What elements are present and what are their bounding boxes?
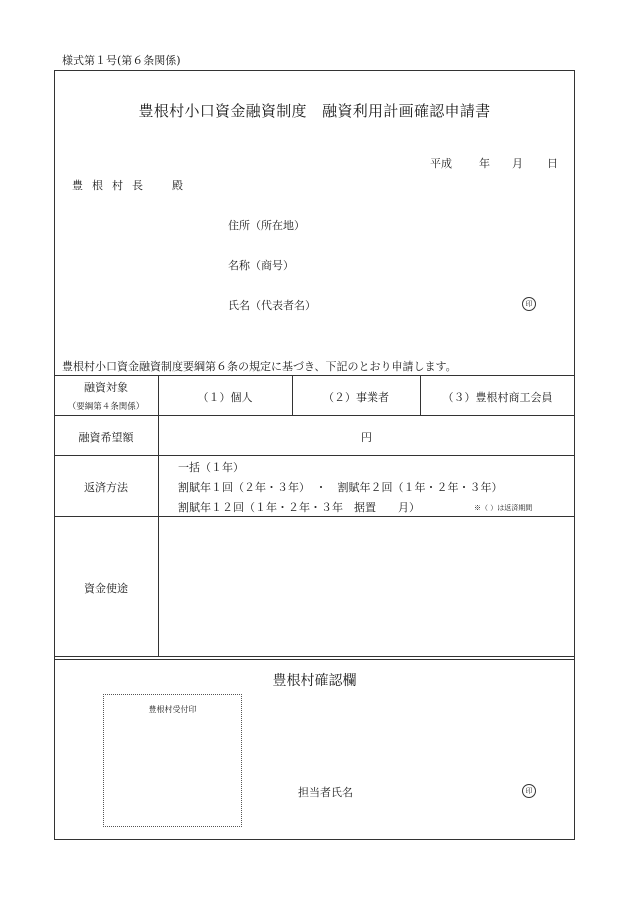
amount-unit-yen: 円 xyxy=(361,431,372,444)
repayment-method-label: 返済方法 xyxy=(84,481,128,494)
representative-label: 氏名（代表者名） xyxy=(228,299,316,312)
repayment-installment-12: 割賦年１２回（１年・２年・３年 据置 月） xyxy=(178,501,420,514)
option-individual: （１）個人 xyxy=(197,391,253,404)
officer-name-label: 担当者氏名 xyxy=(298,786,353,799)
table-row-divider xyxy=(54,415,575,416)
applicant-seal-mark: 印 xyxy=(522,297,536,311)
officer-seal-mark: 印 xyxy=(522,784,536,798)
date-month: 月 xyxy=(512,157,523,170)
company-name-label: 名称（商号） xyxy=(228,259,294,272)
financing-target-label: 融資対象 xyxy=(84,381,128,394)
repayment-installment-1-2: 割賦年１回（２年・３年） ・ 割賦年２回（１年・２年・３年） xyxy=(178,481,503,494)
village-confirmation-title: 豊根村確認欄 xyxy=(272,673,357,689)
financing-target-note: （要綱第４条関係） xyxy=(67,402,145,412)
section-double-line xyxy=(54,659,575,660)
reception-stamp-label: 豊根村受付印 xyxy=(148,705,197,714)
desired-amount-label: 融資希望額 xyxy=(78,431,134,444)
table-row-divider xyxy=(54,455,575,456)
table-top-border xyxy=(54,375,575,376)
date-day: 日 xyxy=(547,157,558,170)
option-chamber-member: （３）豊根村商工会員 xyxy=(442,391,553,404)
document-title: 豊根村小口資金融資制度 融資利用計画確認申請書 xyxy=(138,102,491,120)
application-statement: 豊根村小口資金融資制度要綱第６条の規定に基づき、下記のとおり申請します。 xyxy=(62,360,457,373)
date-era: 平成 xyxy=(430,157,452,170)
fund-use-label: 資金使途 xyxy=(84,582,128,595)
table-label-column-divider xyxy=(158,375,159,656)
address-label: 住所（所在地） xyxy=(228,219,305,232)
form-number: 様式第１号(第６条関係) xyxy=(62,54,181,67)
repayment-period-note: ※（ ）は返済期間 xyxy=(474,504,533,512)
option-business: （２）事業者 xyxy=(323,391,389,404)
addressee: 豊根村長 殿 xyxy=(72,179,192,192)
table-bottom-border xyxy=(54,656,575,657)
table-row-divider xyxy=(54,516,575,517)
date-year: 年 xyxy=(479,157,490,170)
repayment-lump-sum: 一括（１年） xyxy=(178,461,244,474)
